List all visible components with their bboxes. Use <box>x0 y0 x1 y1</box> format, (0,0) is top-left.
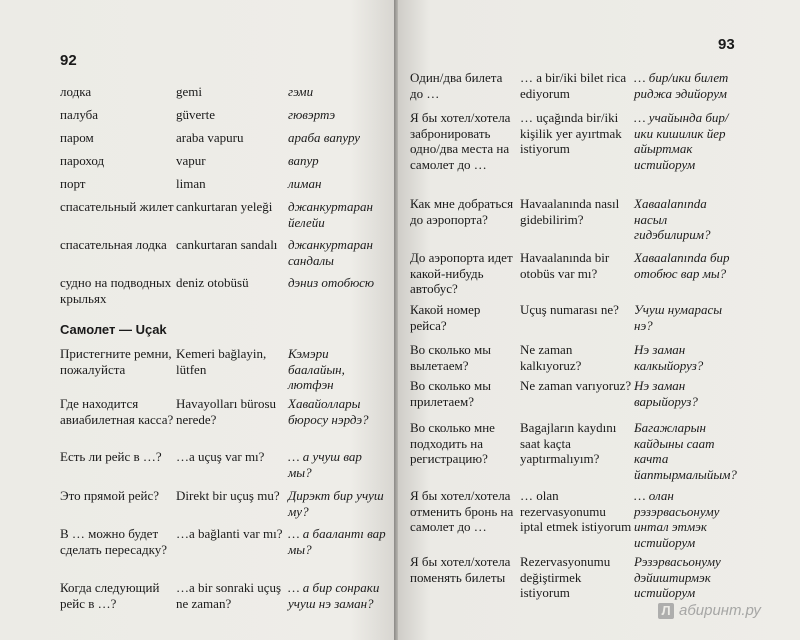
page-number: 92 <box>60 52 77 69</box>
turkish-phrase: … uçağında bir/iki kişilik yer ayırtmak istiyorum <box>520 110 622 156</box>
turkish-phrase: Ne zaman kalkıyoruz? <box>520 342 582 373</box>
right-page <box>398 0 800 640</box>
transcription: джанкуртаран йелейи <box>288 199 373 230</box>
turkish-term: cankurtaran yeleği <box>176 199 273 214</box>
section-heading: Самолет — Uçak <box>60 322 167 337</box>
transcription: Нэ заман варыйоруз? <box>634 378 698 409</box>
russian-term: паром <box>60 130 94 145</box>
transcription: … а бир сонраки учуш нэ заман? <box>288 580 380 611</box>
transcription: Хаваalanında насыл гидэбилирим? <box>634 196 711 242</box>
russian-phrase: Во сколько мы вылетаем? <box>410 342 491 373</box>
turkish-term: gemi <box>176 84 202 99</box>
watermark-text: абиринт.ру <box>679 602 761 619</box>
russian-term: спасательный жилет <box>60 199 174 214</box>
transcription: Хавайоллары бюросу нэрдэ? <box>288 396 369 427</box>
russian-phrase: Когда следующий рейс в …? <box>60 580 160 611</box>
turkish-phrase: …a bir sonraki uçuş ne zaman? <box>176 580 282 611</box>
russian-phrase: Как мне добраться до аэропорта? <box>410 196 514 227</box>
labirint-logo-icon: Л <box>658 603 674 619</box>
transcription: араба вапуру <box>288 130 361 145</box>
transcription: Кэмэри баалайын, лютфэн <box>288 346 345 392</box>
russian-term: палуба <box>60 107 99 122</box>
transcription: Рэзэрвасьонуму дэйиштирмэк истийорум <box>634 554 721 600</box>
turkish-phrase: Havaalanında bir otobüs var mı? <box>520 250 610 281</box>
turkish-term: güverte <box>176 107 215 122</box>
transcription: … бир/ики билет риджа эдийорум <box>634 70 729 101</box>
russian-phrase: Где находится авиабилетная касса? <box>60 396 174 427</box>
transcription: … олан рэзэрвасьонуму интал этмэк истийорум <box>634 488 720 550</box>
russian-phrase: Это прямой рейс? <box>60 488 159 503</box>
transcription: джанкуртаран сандалы <box>288 237 373 268</box>
turkish-phrase: Direkt bir uçuş mu? <box>176 488 280 503</box>
turkish-term: vapur <box>176 153 206 168</box>
turkish-phrase: Bagajların kaydını saat kaçta yaptırmalıyım? <box>520 420 617 466</box>
transcription: Багажларын кайдыны саат качта йаптырмалыйым? <box>634 420 737 482</box>
turkish-phrase: Havayolları bürosu nerede? <box>176 396 277 427</box>
transcription: … учайында бир/ики кишилик йер айыртмак истийорум <box>634 110 729 172</box>
russian-phrase: Я бы хотел/хотела забронировать одно/два места на самолет до … <box>410 110 511 172</box>
russian-phrase: До аэропорта идет какой-нибудь автобус? <box>410 250 513 296</box>
transcription: … а баалантı вар мы? <box>288 526 386 557</box>
turkish-phrase: Havaalanında nasıl gidebilirim? <box>520 196 620 227</box>
left-page <box>0 0 398 640</box>
russian-term: пароход <box>60 153 105 168</box>
russian-term: порт <box>60 176 86 191</box>
transcription: вапур <box>288 153 319 168</box>
turkish-phrase: …a bağlanti var mı? <box>176 526 283 541</box>
turkish-term: araba vapuru <box>176 130 244 145</box>
turkish-phrase: … a bir/iki bilet rica ediyorum <box>520 70 627 101</box>
russian-term: судно на подводных крыльях <box>60 275 172 306</box>
turkish-phrase: Uçuş numarası ne? <box>520 302 619 317</box>
turkish-term: liman <box>176 176 206 191</box>
page-number: 93 <box>718 36 735 53</box>
transcription: Учуш нумарасы нэ? <box>634 302 723 333</box>
russian-term: спасательная лодка <box>60 237 167 252</box>
transcription: гэми <box>288 84 314 99</box>
russian-phrase: Пристегните ремни, пожалуйста <box>60 346 172 377</box>
russian-phrase: Во сколько мне подходить на регистрацию? <box>410 420 495 466</box>
russian-phrase: Какой номер рейса? <box>410 302 481 333</box>
transcription: Нэ заман калкыйоруз? <box>634 342 704 373</box>
russian-phrase: В … можно будет сделать пересадку? <box>60 526 167 557</box>
turkish-phrase: …a uçuş var mı? <box>176 449 265 464</box>
watermark <box>658 602 761 619</box>
transcription: гювэртэ <box>288 107 336 122</box>
transcription: Хаваalanında бир отобюс вар мы? <box>634 250 730 281</box>
russian-phrase: Я бы хотел/хотела отменить бронь на самолет до … <box>410 488 514 534</box>
turkish-phrase: Rezervasyonumu değiştirmek istiyorum <box>520 554 611 600</box>
turkish-term: deniz otobüsü <box>176 275 249 290</box>
russian-phrase: Есть ли рейс в …? <box>60 449 162 464</box>
turkish-phrase: … olan rezervasyonumu iptal etmek istiyorum <box>520 488 632 534</box>
transcription: дэниз отобюсю <box>288 275 375 290</box>
turkish-phrase: Kemeri bağlayin, lütfen <box>176 346 267 377</box>
transcription: лиман <box>288 176 322 191</box>
transcription: Дирэкт бир учуш му? <box>288 488 384 519</box>
transcription: … а учуш вар мы? <box>288 449 362 480</box>
russian-phrase: Я бы хотел/хотела поменять билеты <box>410 554 511 585</box>
turkish-phrase: Ne zaman varıyoruz? <box>520 378 632 393</box>
turkish-term: cankurtaran sandalı <box>176 237 278 252</box>
russian-term: лодка <box>60 84 92 99</box>
russian-phrase: Во сколько мы прилетаем? <box>410 378 491 409</box>
russian-phrase: Один/два билета до … <box>410 70 503 101</box>
